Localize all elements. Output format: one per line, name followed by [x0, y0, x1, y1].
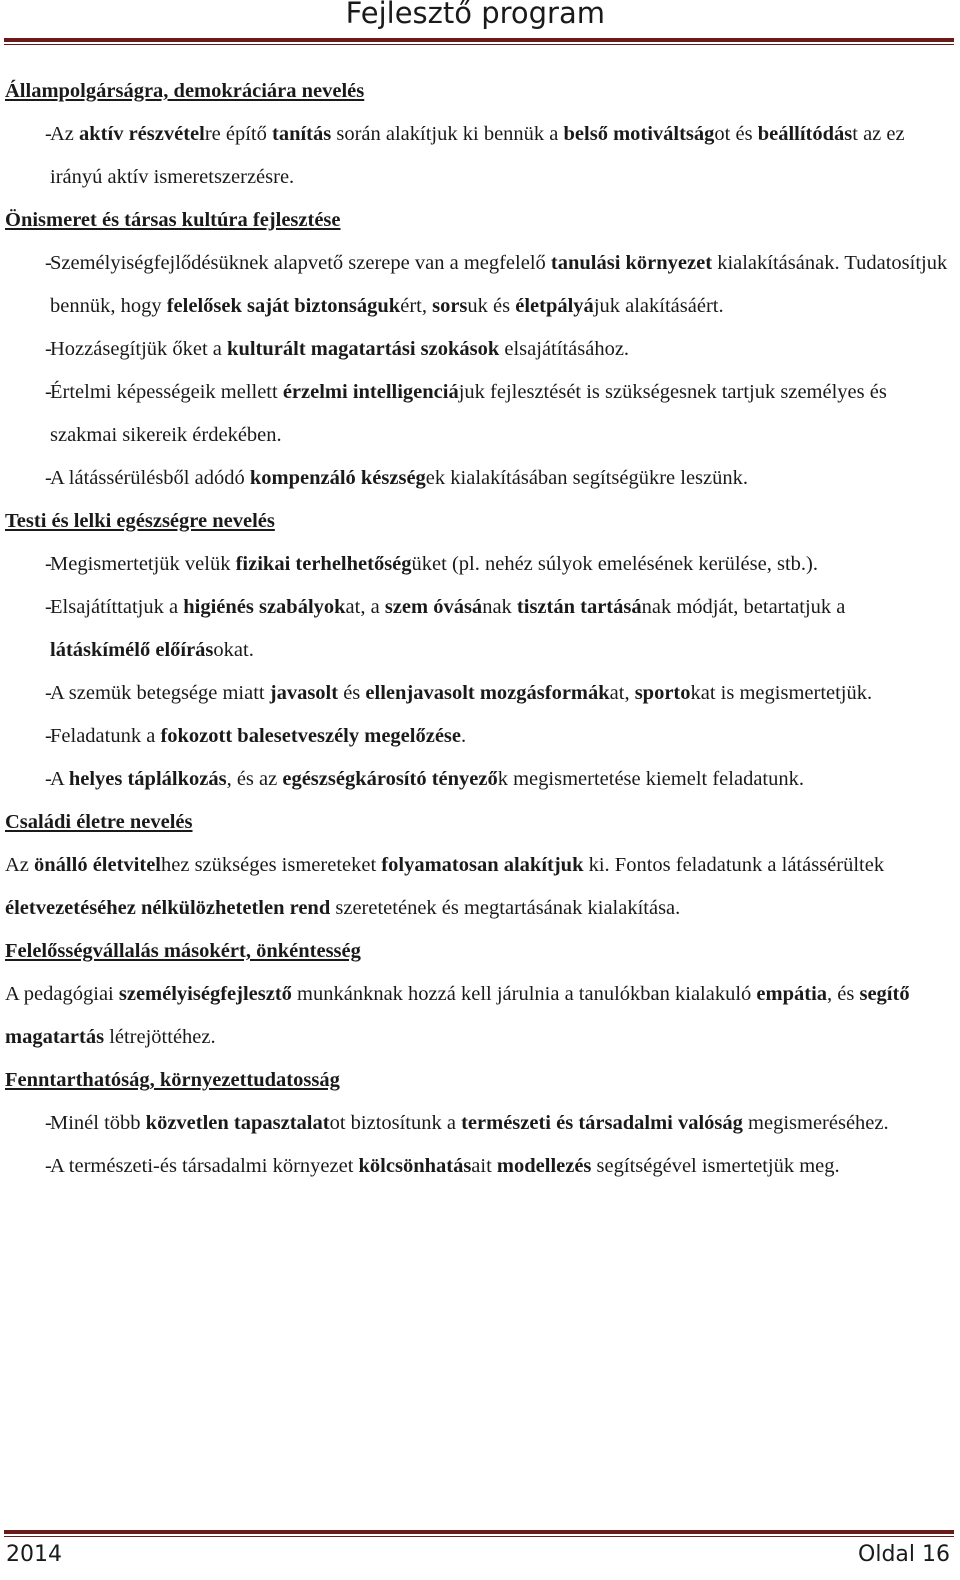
- bullet-item: [5, 672, 950, 715]
- emphasis-text: közvetlen tapasztalat: [145, 1112, 330, 1134]
- emphasis-text: tanulási környezet: [550, 252, 713, 274]
- section-paragraph: [5, 973, 950, 1059]
- emphasis-text: érzelmi intelligenciá: [282, 381, 459, 403]
- emphasis-text: egészségkárosító tényező: [282, 768, 498, 790]
- section-paragraph: [5, 844, 950, 930]
- emphasis-text: természeti és társadalmi valóság: [461, 1112, 743, 1134]
- footer-year: 2014: [6, 1542, 62, 1567]
- text-run: munkánknak hozzá kell járulnia a tanulókban kialakuló: [291, 983, 757, 1005]
- header-divider: [4, 38, 954, 42]
- text-run: Minél több: [50, 1112, 146, 1134]
- bullet-text: [50, 715, 950, 758]
- emphasis-text: modellezés: [496, 1155, 592, 1177]
- bullet-text: [50, 371, 950, 457]
- text-run: , és az: [226, 768, 283, 790]
- emphasis-text: életvezetéséhez nélkülözhetetlen rend: [5, 897, 331, 919]
- emphasis-text: tisztán tartásá: [516, 596, 642, 618]
- bullet-item: [5, 113, 950, 199]
- bullet-dash: -: [45, 768, 52, 790]
- emphasis-text: fizikai terhelhetőség: [235, 553, 412, 575]
- text-run: Hozzásegítjük őket a: [50, 338, 228, 360]
- text-run: uk és: [467, 295, 516, 317]
- emphasis-text: sors: [432, 295, 468, 317]
- text-run: Az: [50, 123, 80, 145]
- bullet-item: [5, 758, 950, 801]
- bullet-item: [5, 242, 950, 328]
- emphasis-text: fokozott balesetveszély megelőzése: [160, 725, 461, 747]
- bullet-text: [50, 1102, 950, 1145]
- emphasis-text: segítő magatartás: [5, 983, 910, 1048]
- bullet-item: [5, 543, 950, 586]
- emphasis-text: kölcsönhatás: [358, 1155, 472, 1177]
- text-run: ot biztosítunk a: [329, 1112, 462, 1134]
- bullet-text: [50, 543, 950, 586]
- text-run: Feladatunk a: [50, 725, 161, 747]
- bullet-dash: -: [45, 252, 52, 274]
- text-run: Személyiségfejlődésüknek alapvető szerepe van a megfelelő: [50, 252, 551, 274]
- bullet-dash: -: [45, 725, 52, 747]
- footer-divider: [4, 1530, 954, 1534]
- text-run: A pedagógiai: [5, 983, 119, 1005]
- footer-page-number: Oldal 16: [858, 1542, 950, 1567]
- text-run: k megismertetése kiemelt feladatunk.: [497, 768, 804, 790]
- text-run: kialakításának. Tudatosítjuk bennük, hogy: [50, 252, 948, 317]
- bullet-text: [50, 1145, 950, 1188]
- bullet-item: [5, 457, 950, 500]
- text-run: A természeti-és társadalmi környezet: [50, 1155, 359, 1177]
- section-heading: Önismeret és társas kultúra fejlesztése: [5, 209, 341, 231]
- text-run: segítségével ismertetjük meg.: [591, 1155, 840, 1177]
- text-run: at, a: [345, 596, 385, 618]
- bullet-dash: -: [45, 338, 52, 360]
- emphasis-text: szem óvásá: [384, 596, 483, 618]
- bullet-item: [5, 328, 950, 371]
- header-title: Fejlesztő program: [345, 0, 605, 30]
- text-run: üket (pl. nehéz súlyok emelésének kerülése, stb.).: [411, 553, 818, 575]
- section-heading: Testi és lelki egészségre nevelés: [5, 510, 275, 532]
- emphasis-text: sporto: [634, 682, 691, 704]
- text-run: juk alakításáért.: [593, 295, 724, 317]
- emphasis-text: beállítódás: [757, 123, 853, 145]
- bullet-dash: -: [45, 553, 52, 575]
- emphasis-text: életpályá: [515, 295, 594, 317]
- text-run: Megismertetjük velük: [50, 553, 236, 575]
- text-run: megismeréséhez.: [742, 1112, 889, 1134]
- text-run: Értelmi képességeik mellett: [50, 381, 283, 403]
- text-run: hez szükséges ismereteket: [161, 854, 382, 876]
- bullet-item: [5, 715, 950, 758]
- emphasis-text: önálló életvitel: [34, 854, 161, 876]
- bullet-item: [5, 371, 950, 457]
- emphasis-text: kulturált magatartási szokások: [227, 338, 500, 360]
- bullet-text: [50, 586, 950, 672]
- section-heading: Felelősségvállalás másokért, önkéntesség: [5, 940, 361, 962]
- text-run: Elsajátíttatjuk a: [50, 596, 184, 618]
- emphasis-text: ellenjavasolt mozgásformák: [365, 682, 610, 704]
- emphasis-text: felelősek saját biztonságuk: [166, 295, 401, 317]
- text-run: ait: [471, 1155, 497, 1177]
- bullet-dash: -: [45, 381, 52, 403]
- document-body: [5, 70, 950, 1188]
- text-run: , és: [827, 983, 860, 1005]
- emphasis-text: higiénés szabályok: [183, 596, 346, 618]
- bullet-item: [5, 1145, 950, 1188]
- emphasis-text: javasolt: [269, 682, 339, 704]
- bullet-dash: -: [45, 682, 52, 704]
- text-run: at,: [609, 682, 635, 704]
- text-run: A látássérülésből adódó: [50, 467, 250, 489]
- emphasis-text: látáskímélő előírás: [50, 639, 214, 661]
- header-divider-thin: [4, 44, 954, 45]
- text-run: során alakítjuk ki bennük a: [331, 123, 564, 145]
- bullet-dash: -: [45, 467, 52, 489]
- emphasis-text: empátia: [756, 983, 828, 1005]
- text-run: nak: [482, 596, 517, 618]
- section-heading: Állampolgárságra, demokráciára nevelés: [5, 80, 365, 102]
- bullet-text: [50, 672, 950, 715]
- text-run: ot és: [714, 123, 758, 145]
- section-heading: Családi életre nevelés: [5, 811, 193, 833]
- bullet-item: [5, 586, 950, 672]
- bullet-text: [50, 457, 950, 500]
- emphasis-text: személyiségfejlesztő: [118, 983, 292, 1005]
- emphasis-text: belső motiváltság: [563, 123, 715, 145]
- bullet-dash: -: [45, 1155, 52, 1177]
- text-run: t az ez irányú aktív ismeretszerzésre.: [50, 123, 905, 188]
- emphasis-text: folyamatosan alakítjuk: [381, 854, 584, 876]
- text-run: A: [50, 768, 69, 790]
- text-run: ek kialakításában segítségükre leszünk.: [425, 467, 748, 489]
- bullet-dash: -: [45, 123, 52, 145]
- text-run: kat is megismertetjük.: [690, 682, 873, 704]
- text-run: re építő: [204, 123, 272, 145]
- section-heading: Fenntarthatóság, környezettudatosság: [5, 1069, 340, 1091]
- text-run: okat.: [213, 639, 254, 661]
- bullet-text: [50, 328, 950, 371]
- bullet-dash: -: [45, 596, 52, 618]
- bullet-dash: -: [45, 1112, 52, 1134]
- emphasis-text: aktív részvétel: [79, 123, 205, 145]
- bullet-text: [50, 242, 950, 328]
- text-run: Az: [5, 854, 35, 876]
- text-run: létrejöttéhez.: [104, 1026, 216, 1048]
- bullet-item: [5, 1102, 950, 1145]
- text-run: juk fejlesztését is szükségesnek tartjuk személyes és szakmai sikereik érdekében.: [50, 381, 887, 446]
- text-run: .: [461, 725, 467, 747]
- text-run: elsajátításához.: [499, 338, 630, 360]
- bullet-text: [50, 758, 950, 801]
- emphasis-text: tanítás: [272, 123, 332, 145]
- emphasis-text: kompenzáló készség: [249, 467, 426, 489]
- emphasis-text: helyes táplálkozás: [68, 768, 227, 790]
- bullet-text: [50, 113, 950, 199]
- text-run: szeretetének és megtartásának kialakítása.: [330, 897, 681, 919]
- text-run: ért,: [400, 295, 433, 317]
- text-run: A szemük betegsége miatt: [50, 682, 270, 704]
- text-run: nak módját, betartatjuk a: [641, 596, 846, 618]
- footer-divider-thin: [4, 1536, 954, 1537]
- text-run: ki. Fontos feladatunk a látássérültek: [583, 854, 885, 876]
- text-run: és: [338, 682, 366, 704]
